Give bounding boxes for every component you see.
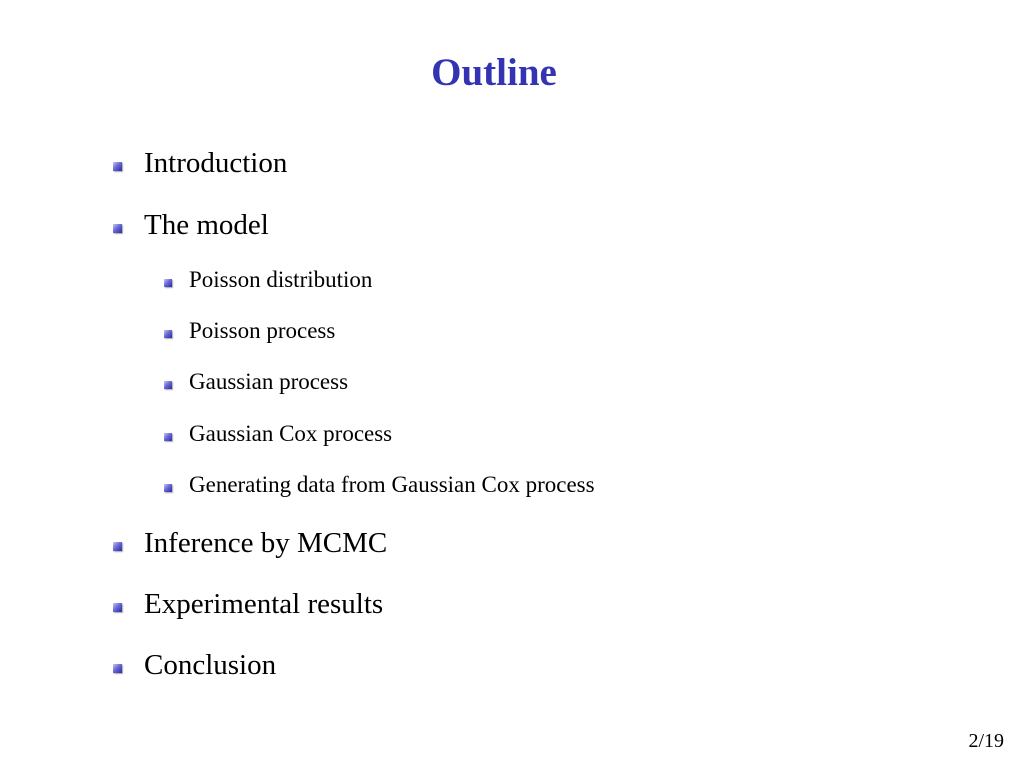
outline-item-label: Poisson process <box>189 318 336 343</box>
outline-subitem-gaussian-process <box>164 367 348 397</box>
page-number: 2/19 <box>968 730 1004 752</box>
outline-item-introduction <box>113 145 287 181</box>
outline-item-inference-by-mcmc <box>113 525 387 561</box>
slide-title: Outline <box>431 51 557 94</box>
outline-item-label: Gaussian Cox process <box>189 421 393 446</box>
outline-item-label: The model <box>144 208 269 241</box>
square-bullet-icon <box>164 279 172 287</box>
outline-item-label: Conclusion <box>144 648 277 681</box>
outline-item-experimental-results <box>113 586 383 622</box>
outline-subitem-generating-data <box>164 470 595 500</box>
square-bullet-icon <box>113 224 122 233</box>
square-bullet-icon <box>113 664 122 673</box>
square-bullet-icon <box>113 603 122 612</box>
square-bullet-icon <box>113 162 122 171</box>
outline-item-the-model <box>113 207 269 243</box>
outline-subitem-gaussian-cox-process <box>164 419 392 449</box>
square-bullet-icon <box>164 330 172 338</box>
outline-item-label: Generating data from Gaussian Cox process <box>189 472 595 497</box>
outline-subitem-poisson-distribution <box>164 265 372 295</box>
square-bullet-icon <box>164 484 172 492</box>
outline-item-label: Inference by MCMC <box>144 526 388 559</box>
square-bullet-icon <box>164 433 172 441</box>
outline-item-label: Poisson distribution <box>189 267 373 292</box>
outline-subitem-poisson-process <box>164 316 335 346</box>
square-bullet-icon <box>113 542 122 551</box>
outline-item-label: Introduction <box>144 146 288 179</box>
square-bullet-icon <box>164 381 172 389</box>
outline-item-label: Gaussian process <box>189 369 349 394</box>
outline-item-conclusion <box>113 647 276 683</box>
outline-item-label: Experimental results <box>144 587 384 620</box>
